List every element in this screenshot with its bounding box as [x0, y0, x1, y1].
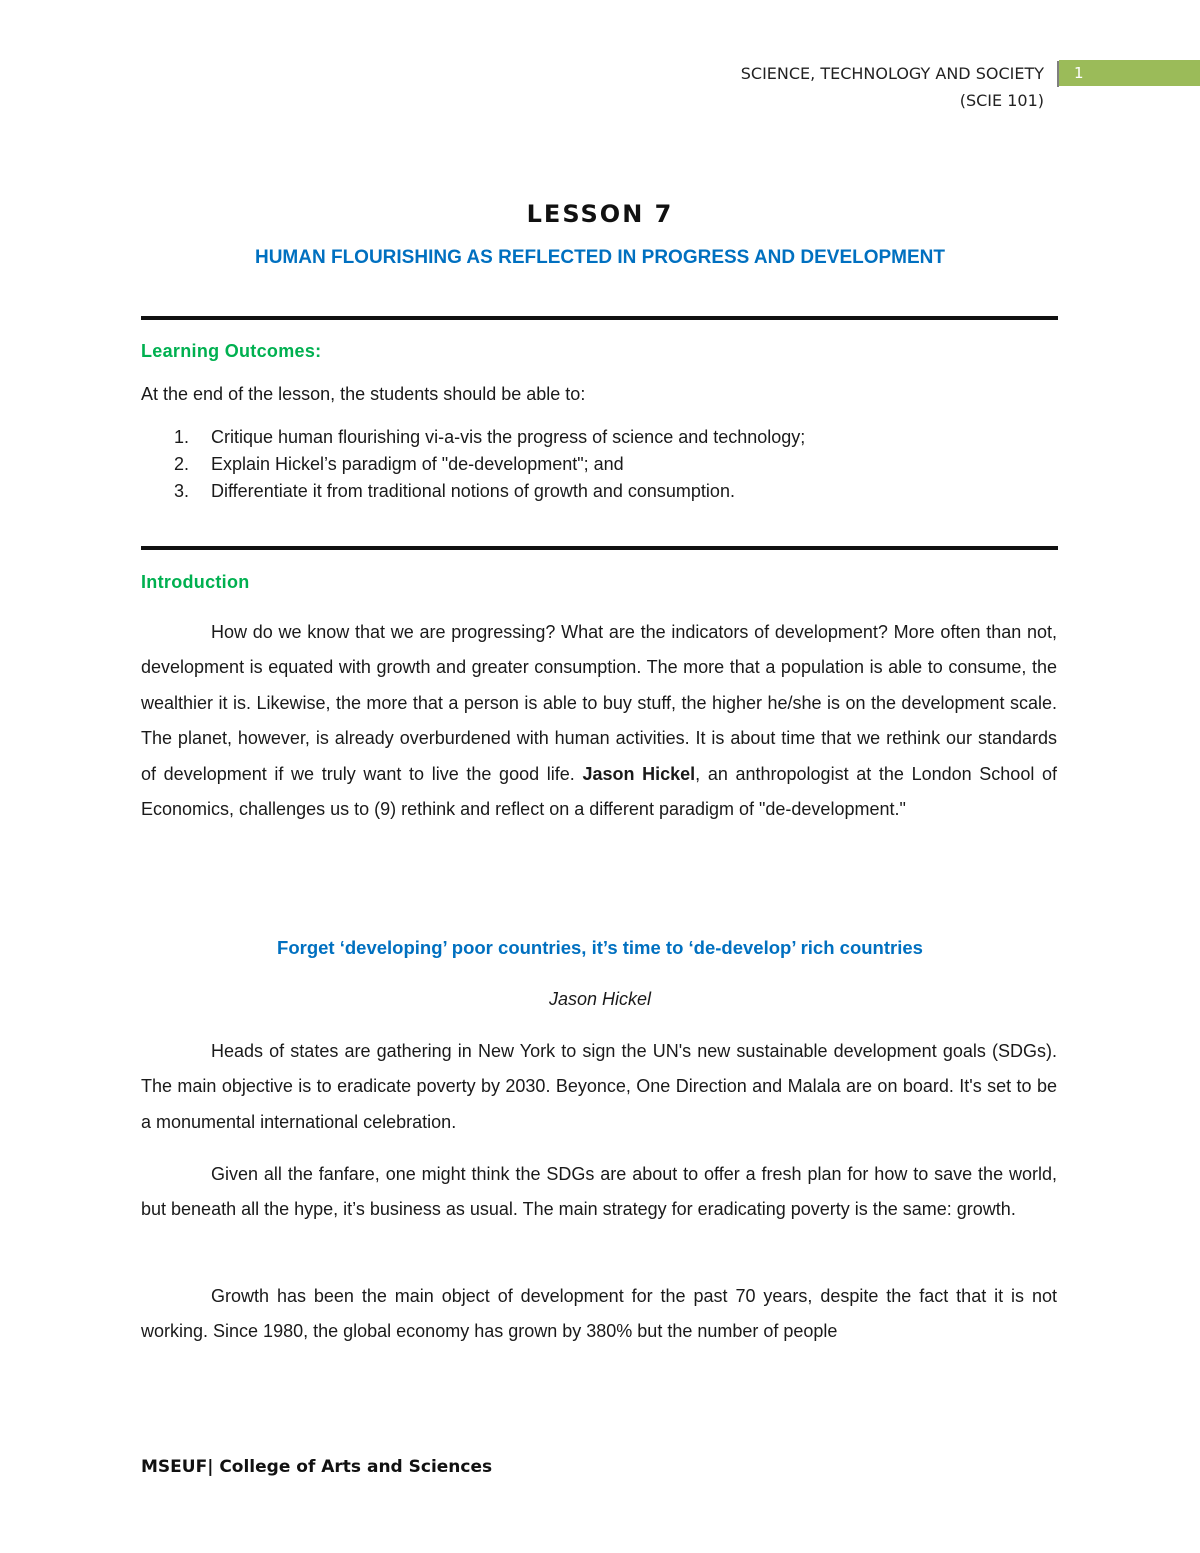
list-text: Differentiate it from traditional notions of growth and consumption. [211, 481, 735, 501]
learning-outcomes-intro: At the end of the lesson, the students should be able to: [141, 384, 586, 404]
introduction-heading: Introduction [141, 572, 250, 592]
author-name: Jason Hickel [582, 763, 696, 784]
learning-outcomes-list [141, 424, 805, 505]
article-title: Forget ‘developing’ poor countries, it’s time to ‘de-develop’ rich countries [277, 937, 923, 958]
list-text: Critique human flourishing vi-a-vis the progress of science and technology; [211, 427, 806, 447]
lesson-title: LESSON 7 [526, 200, 674, 228]
section-divider [141, 546, 1058, 550]
introduction-paragraph [141, 615, 1057, 827]
list-number: 3. [174, 481, 190, 501]
course-code: (SCIE 101) [959, 91, 1044, 110]
article-paragraph: Heads of states are gathering in New York to sign the UN's new sustainable development goals (SDGs). The main objective is to eradicate poverty by 2030. Beyonce, One Direction and Malala are on board. It's set to be a monumental international celebration. [141, 1041, 1057, 1132]
intro-text-before: How do we know that we are progressing? What are the indicators of development? More often than not, development is equated with growth and greater consumption. The more that a population is able to consume, the wealthier it is. Likewise, the more that a person is able to buy stuff, the higher he/she is on the development scale. The planet, however, is already overburdened with human activities. It is about time that we rethink our standards of development if we truly want to live the good life. [141, 622, 1057, 784]
course-title: SCIENCE, TECHNOLOGY AND SOCIETY [740, 64, 1044, 83]
list-number: 1. [174, 427, 190, 447]
page-number: 1 [1059, 60, 1200, 86]
section-divider [141, 316, 1058, 320]
running-header [741, 60, 1044, 114]
page-footer: MSEUF| College of Arts and Sciences [141, 1457, 493, 1477]
list-item [141, 478, 805, 505]
learning-outcomes-heading: Learning Outcomes: [141, 341, 322, 361]
list-item [141, 424, 805, 451]
article-paragraph: Given all the fanfare, one might think the SDGs are about to offer a fresh plan for how to save the world, but beneath all the hype, it’s business as usual. The main strategy for eradicating poverty is the same: growth. [141, 1164, 1057, 1220]
lesson-subtitle: HUMAN FLOURISHING AS REFLECTED IN PROGRESS AND DEVELOPMENT [254, 247, 945, 268]
article-paragraph: Growth has been the main object of development for the past 70 years, despite the fact that it is not working. Since 1980, the global economy has grown by 380% but the number of people [141, 1286, 1057, 1342]
list-item [141, 451, 805, 478]
article-author: Jason Hickel [548, 989, 652, 1009]
intro-text-after: , an anthropologist at the London School of Economics, challenges us to (9) rethink and reflect on a different paradigm of "de-development." [141, 763, 1057, 820]
list-text: Explain Hickel’s paradigm of "de-development"; and [211, 454, 624, 474]
list-number: 2. [174, 454, 190, 474]
